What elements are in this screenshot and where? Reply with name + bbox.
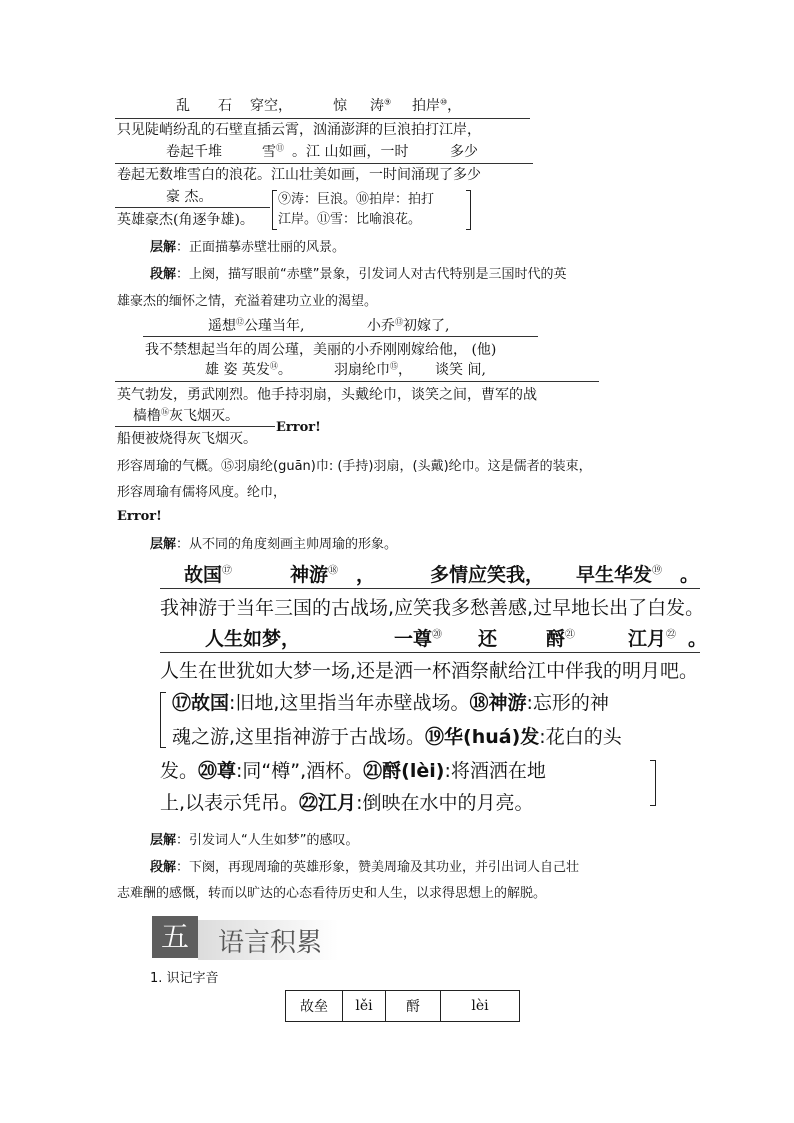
orig-segment: 神游⑱ — [290, 564, 339, 586]
orig-segment: 雄 姿 英发⑭。 — [205, 361, 292, 378]
table-cell: lèi — [441, 991, 520, 1022]
note-bracket-left — [160, 692, 166, 748]
paragraph-note-line-1: 段解：下阕，再现周瑜的英雄形象，赞美周瑜及其功业，并引出词人自己壮 — [150, 860, 580, 875]
original-line-6: 樯橹⑯灰飞烟灭。 — [133, 407, 239, 424]
note-bracket-right — [466, 190, 471, 230]
note-line-1: 形容周瑜的气概。⑮羽扇纶(guān)巾: (手持)羽扇，(头戴)纶巾。这是儒者的装束， — [117, 459, 592, 474]
translation-line-3: 英雄豪杰(角逐争雄)。 — [117, 212, 254, 228]
orig-segment: 。 — [680, 564, 700, 586]
orig-segment: ， — [356, 564, 376, 586]
note-line-b: 江岸。⑪雪：比喻浪花。 — [278, 212, 422, 227]
orig-segment: 小乔⑬初嫁了, — [367, 317, 450, 334]
orig-segment: 人生如梦， — [205, 628, 301, 650]
orig-char: 乱 — [176, 98, 190, 114]
layer-note: 层解：从不同的角度刻画主帅周瑜的形象。 — [150, 537, 398, 552]
orig-segment: 早生华发⑲ — [576, 564, 663, 586]
note-bracket-left — [272, 190, 277, 230]
layer-note: 层解：正面描摹赤壁壮丽的风景。 — [150, 240, 346, 255]
translation-line-4: 我不禁想起当年的周公瑾，美丽的小乔刚刚嫁给他， (他) — [145, 342, 497, 358]
orig-segment: 多情应笑我， — [430, 564, 545, 586]
orig-segment: 。 — [688, 628, 708, 650]
section-number-badge: 五 — [152, 916, 198, 958]
orig-segment: 遥想⑫公瑾当年, — [208, 317, 305, 334]
underline — [143, 336, 538, 337]
section-title: 语言积累 — [218, 928, 323, 958]
translation-line-8: 人生在世犹如大梦一场,还是洒一杯酒祭献给江中伴我的明月吧。 — [160, 660, 699, 682]
translation-line-7: 我神游于当年三国的古战场,应笑我多愁善感,过早地长出了白发。 — [160, 597, 705, 619]
note-line-a: ⑨涛：巨浪。⑩拍岸：拍打 — [278, 192, 435, 207]
table-cell: 故垒 — [286, 991, 343, 1022]
original-line-1 — [0, 95, 794, 115]
underline — [160, 588, 700, 589]
orig-char: 。江 山如画，一时 — [292, 144, 409, 160]
translation-line-1: 只见陡峭纷乱的石壁直插云霄，汹涌澎湃的巨浪拍打江岸， — [117, 122, 481, 138]
original-line-5 — [0, 359, 794, 379]
paragraph-note-line-2: 雄豪杰的缅怀之情，充溢着建功立业的渴望。 — [117, 294, 378, 309]
orig-segment: 江月$^㉒$ — [628, 628, 677, 650]
error-text-1: Error! — [276, 420, 321, 435]
underline — [115, 381, 599, 382]
note-row-3: 发。⑳尊:同“樽”,酒杯。㉑酹(lèi):将酒洒在地 — [160, 760, 546, 782]
paragraph-note-line-2: 志难酬的感慨，转而以旷达的心态看待历史和人生，以求得思想上的解脱。 — [117, 886, 547, 901]
orig-segment: 羽扇纶巾⑮， — [334, 361, 412, 378]
pronunciation-table — [285, 990, 520, 1022]
translation-line-5: 英气勃发，勇武刚烈。他手持羽扇，头戴纶巾，谈笑之间，曹军的战 — [117, 387, 537, 403]
original-line-7 — [0, 560, 794, 586]
translation-line-6: 船便被烧得灰飞烟灭。 — [117, 431, 257, 447]
layer-note: 层解：引发词人“人生如梦”的感叹。 — [150, 833, 359, 848]
note-row-1: ⑰故国:旧地,这里指当年赤壁战场。⑱神游:忘形的神 — [172, 692, 609, 714]
table-row — [286, 991, 520, 1022]
paragraph-note-line-1: 段解：上阕，描写眼前“赤壁”景象，引发词人对古代特别是三国时代的英 — [150, 267, 567, 282]
underline — [160, 652, 700, 653]
note-line-2: 形容周瑜有儒将风度。纶巾， — [117, 485, 287, 500]
error-text-2: Error! — [117, 509, 162, 524]
note-bracket-right — [650, 760, 656, 806]
orig-char: 拍岸⑩， — [412, 97, 462, 114]
orig-char: 穿空， — [250, 98, 292, 114]
note-row-4: 上,以表示凭吊。㉒江月:倒映在水中的月亮。 — [160, 792, 534, 814]
orig-segment: 谈笑 间, — [435, 362, 486, 378]
original-line-3: 豪 杰。 — [166, 189, 213, 205]
underline — [115, 207, 270, 208]
underline — [115, 426, 275, 427]
orig-segment: 还 — [478, 628, 498, 650]
table-cell: lěi — [343, 991, 386, 1022]
orig-char: 卷起千堆 — [166, 144, 222, 160]
orig-char: 惊 — [333, 98, 347, 114]
note-row-2: 魂之游,这里指神游于古战场。⑲华(huá)发:花白的头 — [172, 726, 622, 748]
orig-segment: 一尊⑳ — [394, 628, 443, 650]
original-line-8 — [0, 624, 794, 650]
translation-line-2: 卷起无数堆雪白的浪花。江山壮美如画，一时间涌现了多少 — [117, 167, 481, 183]
table-cell: 酹 — [386, 991, 441, 1022]
orig-char: 多少 — [450, 144, 478, 160]
orig-char: 石 — [218, 98, 232, 114]
subsection-item-1: 1. 识记字音 — [150, 971, 219, 986]
original-line-4 — [0, 315, 794, 335]
orig-char: 涛⑨ — [370, 97, 392, 114]
orig-segment: 酹$^㉑$ — [546, 628, 576, 650]
orig-segment: 故国⑰ — [184, 564, 233, 586]
original-line-2 — [0, 141, 794, 161]
orig-char: 雪⑪ — [262, 143, 284, 160]
